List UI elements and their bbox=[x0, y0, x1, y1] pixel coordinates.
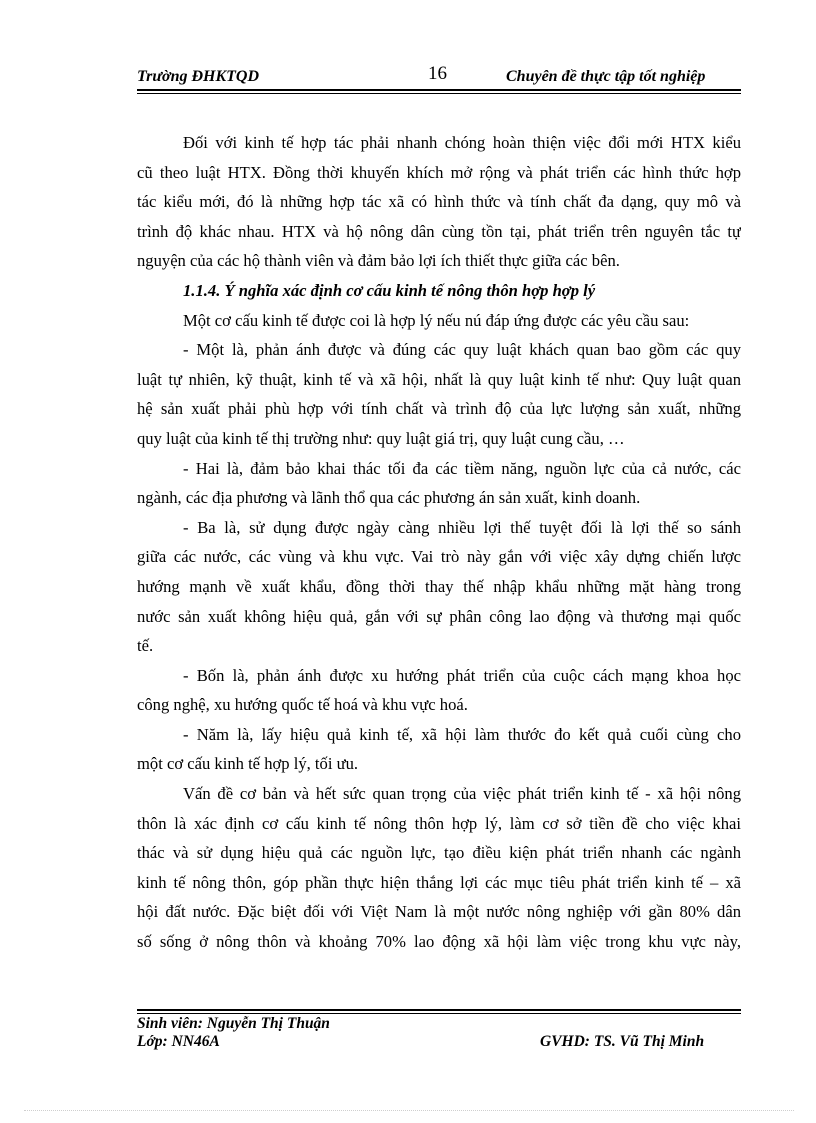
text-line: tác kiểu mới, đó là những hợp tác xã có hình thức và tính chất đa dạng, quy mô và bbox=[137, 192, 741, 212]
text-line: một cơ cấu kinh tế hợp lý, tối ưu. bbox=[137, 754, 359, 774]
text-line: cũ theo luật HTX. Đồng thời khuyến khích mở rộng và phát triển các hình thức hợp bbox=[137, 162, 741, 182]
text-line: - Một là, phản ánh được và đúng các quy luật khách quan bao gồm các quy bbox=[183, 340, 741, 360]
footer-student: Sinh viên: Nguyễn Thị Thuận bbox=[137, 1015, 330, 1032]
footer-advisor: GVHD: TS. Vũ Thị Minh bbox=[540, 1033, 705, 1050]
text-line: nguyện của các hộ thành viên và đảm bảo lợi ích thiết thực giữa các bên. bbox=[137, 251, 620, 271]
header-rule-thin bbox=[137, 93, 741, 94]
body-text bbox=[137, 128, 741, 957]
text-line: thác và sử dụng hiệu quả các nguồn lực, tạo điều kiện phát triển nhanh các ngành bbox=[137, 843, 741, 863]
text-line: số sống ở nông thôn và khoảng 70% lao động xã hội làm việc trong khu vực này, bbox=[137, 932, 741, 952]
text-line: hệ sản xuất phải phù hợp với tính chất và trình độ của lực lượng sản xuất, những bbox=[137, 399, 741, 419]
footer-class: Lớp: NN46A bbox=[137, 1033, 220, 1050]
text-line: - Bốn là, phản ánh được xu hướng phát triển của cuộc cách mạng khoa học bbox=[183, 665, 741, 685]
header-document-title: Chuyên đề thực tập tốt nghiệp bbox=[506, 68, 706, 85]
text-line: kinh tế nông thôn, góp phần thực hiện thắng lợi các mục tiêu phát triển kinh tế – xã bbox=[137, 872, 741, 892]
header-rule-thick bbox=[137, 89, 741, 91]
text-line: giữa các nước, các vùng và khu vực. Vai trò này gắn với việc xây dựng chiến lược bbox=[137, 547, 741, 567]
text-line: Một cơ cấu kinh tế được coi là hợp lý nếu nú đáp ứng được các yêu cầu sau: bbox=[183, 310, 690, 330]
page-number: 16 bbox=[428, 63, 447, 84]
text-line: thôn là xác định cơ cấu kinh tế nông thôn hợp lý, làm cơ sở tiền đề cho việc khai bbox=[137, 813, 741, 833]
text-line: công nghệ, xu hướng quốc tế hoá và khu vực hoá. bbox=[137, 695, 468, 715]
footer-rule-thin bbox=[137, 1013, 741, 1014]
text-line: trình độ khác nhau. HTX và hộ nông dân cùng tồn tại, phát triển trên nguyên tắc tự bbox=[137, 221, 741, 241]
text-line: - Ba là, sử dụng được ngày càng nhiều lợi thế tuyệt đối là lợi thế so sánh bbox=[183, 517, 741, 537]
footer-rule-thick bbox=[137, 1009, 741, 1011]
text-line: - Hai là, đảm bảo khai thác tối đa các tiềm năng, nguồn lực của cả nước, các bbox=[183, 458, 741, 478]
header-school: Trường ĐHKTQD bbox=[137, 68, 260, 85]
text-line: Đối với kinh tế hợp tác phải nhanh chóng hoàn thiện việc đổi mới HTX kiểu bbox=[183, 133, 741, 152]
text-line: - Năm là, lấy hiệu quả kinh tế, xã hội làm thước đo kết quả cuối cùng cho bbox=[183, 724, 741, 744]
text-line: quy luật của kinh tế thị trường như: quy luật giá trị, quy luật cung cầu, … bbox=[137, 428, 625, 448]
text-line: luật tự nhiên, kỹ thuật, kinh tế và xã hội, nhất là quy luật kinh tế như: Quy luật quan bbox=[137, 369, 741, 389]
page-bottom-edge bbox=[24, 1110, 794, 1111]
section-heading: 1.1.4. Ý nghĩa xác định cơ cấu kinh tế nông thôn hợp hợp lý bbox=[183, 280, 596, 300]
text-line: hướng mạnh về xuất khẩu, đồng thời thay thế nhập khẩu những mặt hàng trong bbox=[137, 576, 741, 596]
text-line: Vấn đề cơ bản và hết sức quan trọng của việc phát triển kinh tế - xã hội nông bbox=[183, 784, 741, 804]
text-line: tế. bbox=[137, 636, 154, 656]
text-line: hội đất nước. Đặc biệt đối với Việt Nam là một nước nông nghiệp với gần 80% dân bbox=[137, 902, 741, 922]
text-line: nước sản xuất không hiệu quả, gắn với sự phân công lao động và thương mại quốc bbox=[137, 606, 741, 626]
text-line: ngành, các địa phương và lãnh thổ qua các phương án sản xuất, kinh doanh. bbox=[137, 488, 641, 508]
